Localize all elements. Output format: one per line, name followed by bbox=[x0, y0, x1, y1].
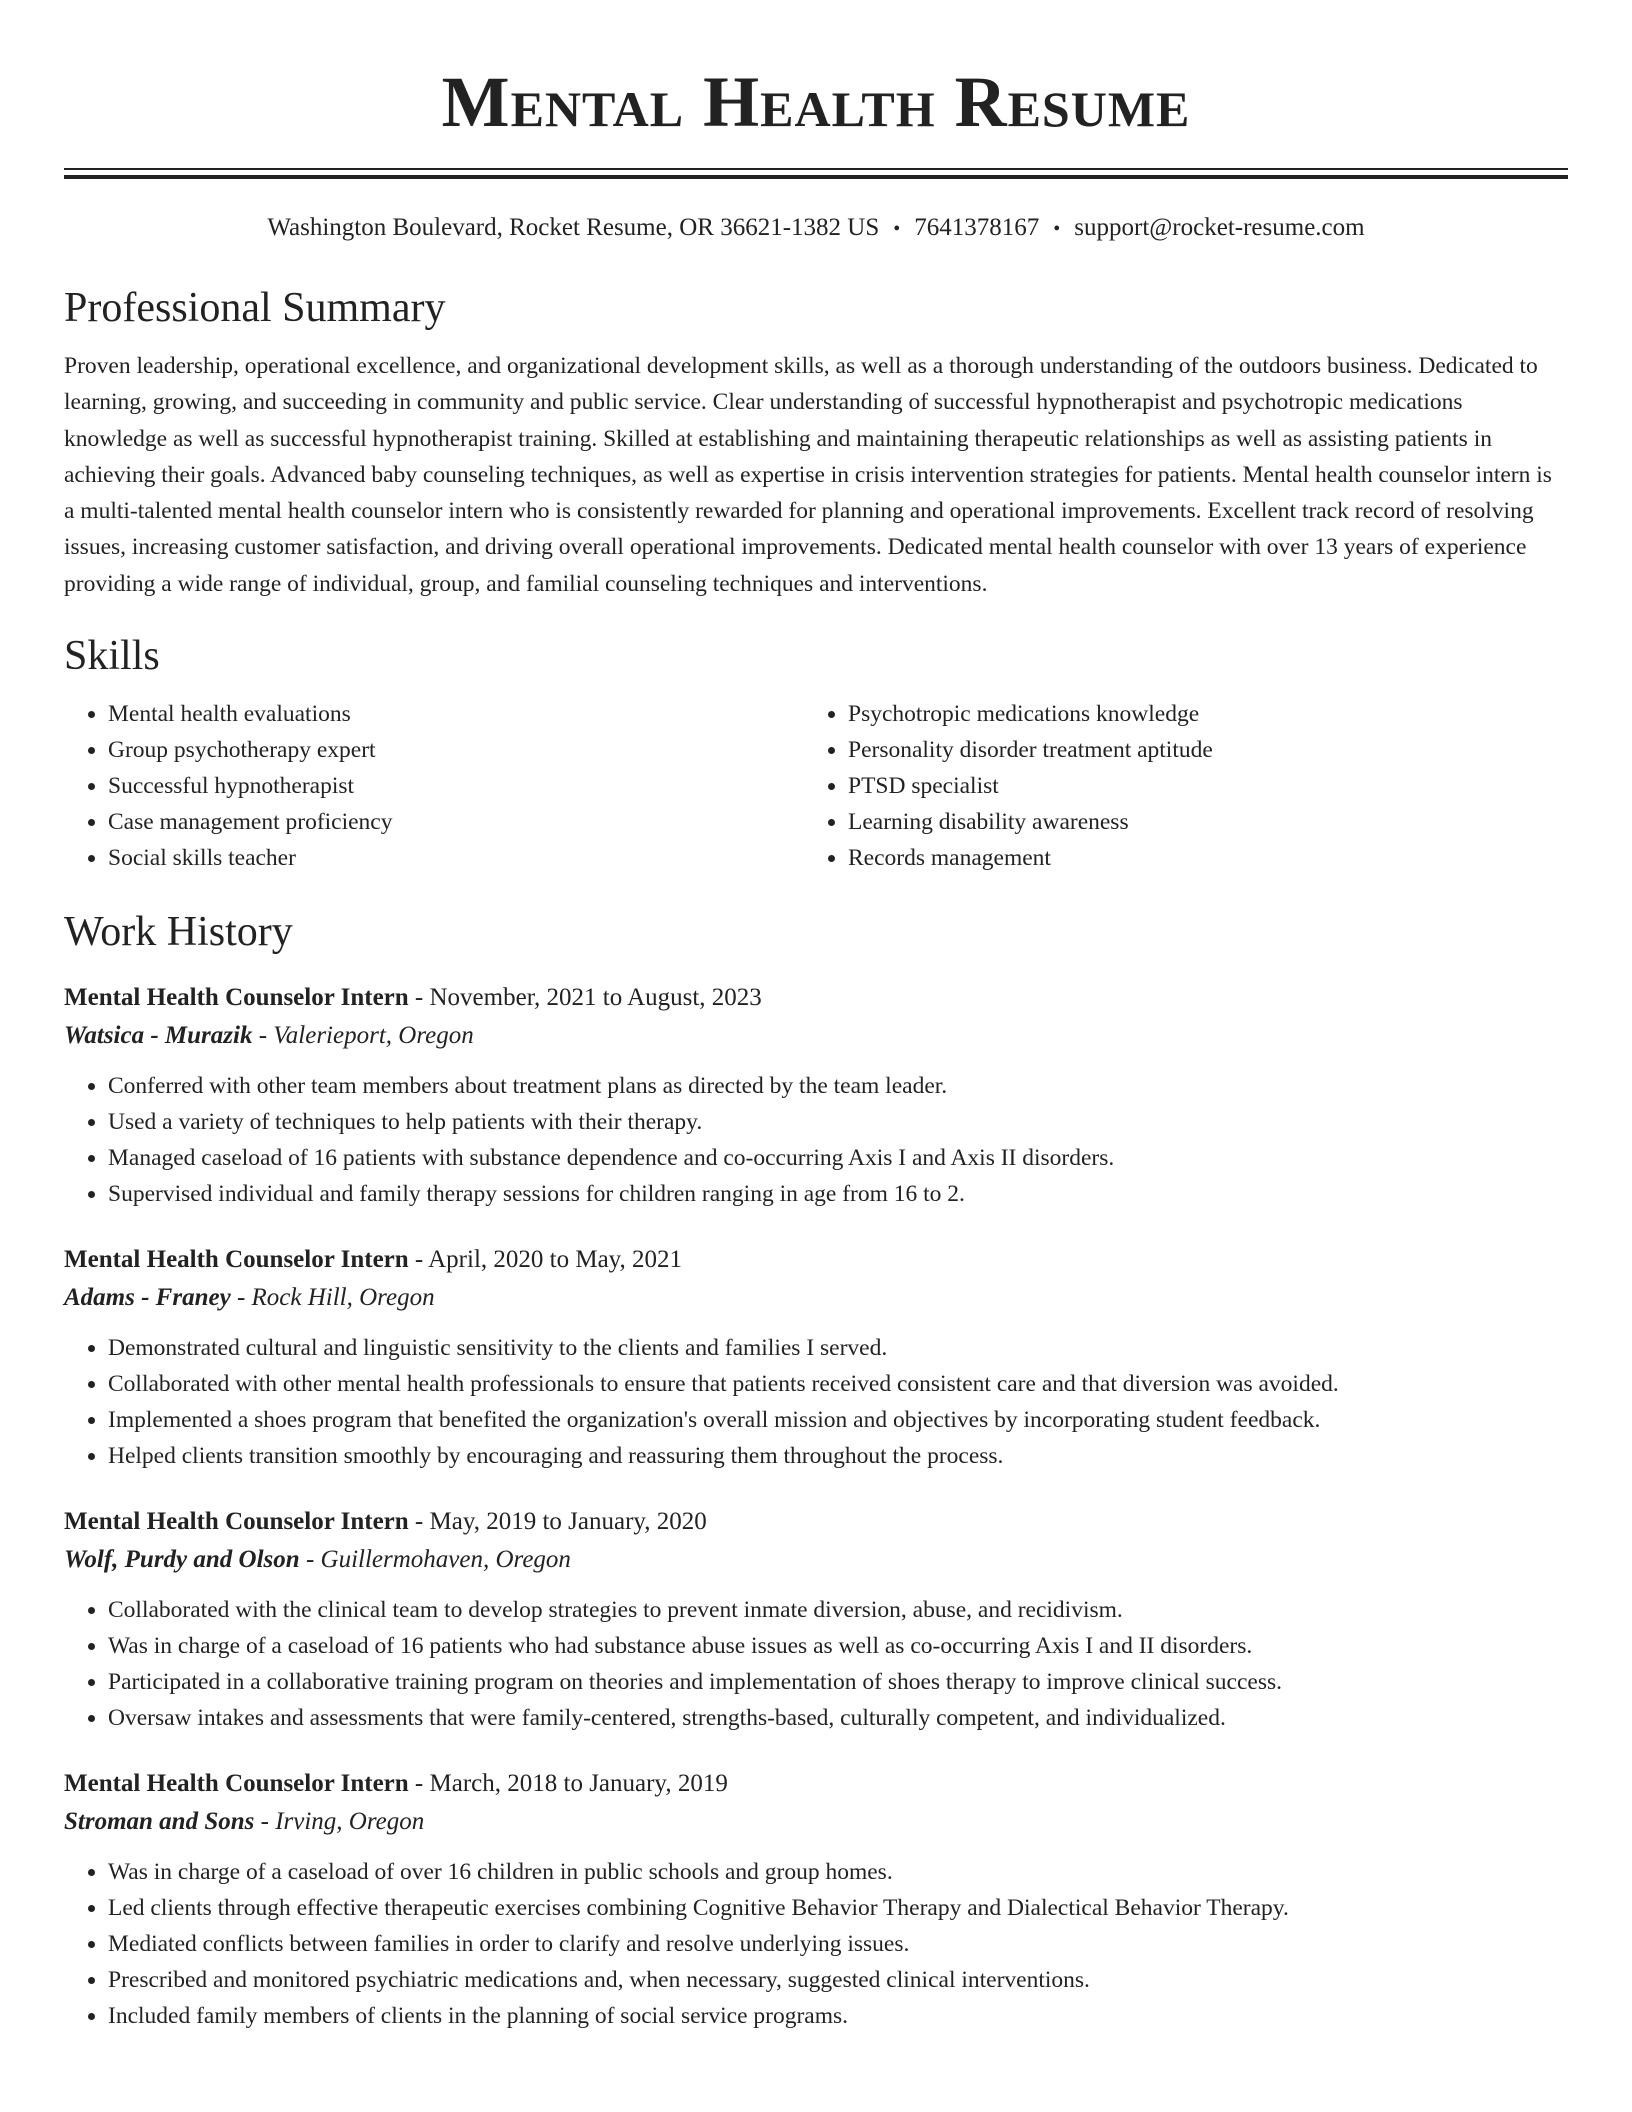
job-role: Mental Health Counselor Intern bbox=[64, 1508, 409, 1536]
job-company: Stroman and Sons bbox=[64, 1808, 255, 1836]
job-bullets bbox=[64, 1330, 1568, 1474]
job-bullet: • Supervised individual and family therapy sessions for children ranging in age from 16 to 2. bbox=[108, 1176, 1568, 1212]
skill-item: • Social skills teacher bbox=[108, 840, 806, 876]
skill-item: • Group psychotherapy expert bbox=[108, 732, 806, 768]
job-location: - Valerieport, Oregon bbox=[252, 1022, 474, 1050]
job-title-line bbox=[64, 1242, 1568, 1278]
summary-text: Proven leadership, operational excellence, and organizational development skills, as well as a thorough understanding of the outdoors business. Dedicated to learning, growing, and succeeding in community and public service. Clear understanding of successful hypnotherapist and psychotropic medications knowledge as well as successful hypnotherapist training. Skilled at establishing and maintaining therapeutic relationships as well as assisting patients in achieving their goals. Advanced baby counseling techniques, as well as expertise in crisis intervention strategies for patients. Mental health counselor intern is a multi-talented mental health counselor intern who is consistently rewarded for planning and operational improvements. Excellent track record of resolving issues, increasing customer satisfaction, and driving overall operational improvements. Dedicated mental health counselor with over 13 years of experience providing a wide range of individual, group, and familial counseling techniques and interventions. bbox=[64, 353, 1552, 597]
job-location: - Irving, Oregon bbox=[254, 1808, 425, 1836]
skills-columns bbox=[64, 696, 1568, 876]
job-title-line bbox=[64, 980, 1568, 1016]
job-bullet: • Collaborated with other mental health professionals to ensure that patients received consistent care and that diversion was avoided. bbox=[108, 1366, 1568, 1402]
job-bullet: • Mediated conflicts between families in order to clarify and resolve underlying issues. bbox=[108, 1926, 1568, 1962]
job-employer-line bbox=[64, 1016, 1568, 1056]
job-bullet: • Included family members of clients in the planning of social service programs. bbox=[108, 1998, 1568, 2034]
skill-item: • Personality disorder treatment aptitude bbox=[848, 732, 1548, 768]
job-dates: - November, 2021 to August, 2023 bbox=[408, 984, 762, 1012]
resume-name: Mental Health Resume bbox=[441, 62, 1191, 142]
skill-item: • Case management proficiency bbox=[108, 804, 806, 840]
job-bullet: • Participated in a collaborative training program on theories and implementation of shoes therapy to improve clinical success. bbox=[108, 1664, 1568, 1700]
job-bullet: • Used a variety of techniques to help patients with their therapy. bbox=[108, 1104, 1568, 1140]
skill-item: • PTSD specialist bbox=[848, 768, 1548, 804]
job-bullet: • Collaborated with the clinical team to develop strategies to prevent inmate diversion, abuse, and recidivism. bbox=[108, 1592, 1568, 1628]
skill-item: • Records management bbox=[848, 840, 1548, 876]
job-bullet: • Led clients through effective therapeutic exercises combining Cognitive Behavior Therapy and Dialectical Behavior Therapy. bbox=[108, 1890, 1568, 1926]
contact-address: Washington Boulevard, Rocket Resume, OR 36621-1382 US bbox=[267, 214, 880, 241]
job-location: - Rock Hill, Oregon bbox=[230, 1284, 435, 1312]
job-entry bbox=[64, 1766, 1568, 2034]
job-bullet: • Helped clients transition smoothly by encouraging and reassuring them throughout the process. bbox=[108, 1438, 1568, 1474]
job-employer-line bbox=[64, 1540, 1568, 1580]
job-bullet: • Was in charge of a caseload of 16 patients who had substance abuse issues as well as co-occurring Axis I and II disorders. bbox=[108, 1628, 1568, 1664]
skills-list-right bbox=[806, 696, 1548, 876]
job-bullet: • Was in charge of a caseload of over 16 children in public schools and group homes. bbox=[108, 1854, 1568, 1890]
skill-item: • Successful hypnotherapist bbox=[108, 768, 806, 804]
summary-heading: Professional Summary bbox=[64, 285, 446, 331]
skill-item: • Learning disability awareness bbox=[848, 804, 1548, 840]
job-bullet: • Demonstrated cultural and linguistic sensitivity to the clients and families I served. bbox=[108, 1330, 1568, 1366]
job-company: Wolf, Purdy and Olson bbox=[64, 1546, 300, 1574]
resume-page bbox=[64, 0, 1568, 2034]
job-entry bbox=[64, 1242, 1568, 1474]
job-bullet: • Conferred with other team members about treatment plans as directed by the team leader. bbox=[108, 1068, 1568, 1104]
work-history-heading: Work History bbox=[64, 909, 293, 956]
job-bullets bbox=[64, 1068, 1568, 1212]
job-title-line bbox=[64, 1504, 1568, 1540]
job-employer-line bbox=[64, 1802, 1568, 1842]
contact-email: support@rocket-resume.com bbox=[1074, 214, 1365, 241]
job-dates: - March, 2018 to January, 2019 bbox=[408, 1770, 728, 1798]
job-bullet: • Implemented a shoes program that benefited the organization's overall mission and objectives by incorporating student feedback. bbox=[108, 1402, 1568, 1438]
job-bullet: • Prescribed and monitored psychiatric medications and, when necessary, suggested clinical interventions. bbox=[108, 1962, 1568, 1998]
contact-phone: 7641378167 bbox=[914, 214, 1040, 241]
job-location: - Guillermohaven, Oregon bbox=[299, 1546, 571, 1574]
contact-separator: • bbox=[893, 218, 901, 240]
job-bullets bbox=[64, 1854, 1568, 2034]
job-company: Adams - Franey bbox=[64, 1284, 231, 1312]
job-employer-line bbox=[64, 1278, 1568, 1318]
job-role: Mental Health Counselor Intern bbox=[64, 984, 409, 1012]
job-bullet: • Oversaw intakes and assessments that were family-centered, strengths-based, culturally competent, and individualized. bbox=[108, 1700, 1568, 1736]
skills-heading: Skills bbox=[64, 633, 160, 680]
skill-item: • Mental health evaluations bbox=[108, 696, 806, 732]
job-role: Mental Health Counselor Intern bbox=[64, 1770, 409, 1798]
job-entry bbox=[64, 1504, 1568, 1736]
job-title-line bbox=[64, 1766, 1568, 1802]
skills-list-left bbox=[64, 696, 806, 876]
skill-item: • Psychotropic medications knowledge bbox=[848, 696, 1548, 732]
job-entry bbox=[64, 980, 1568, 1212]
job-dates: - May, 2019 to January, 2020 bbox=[408, 1508, 707, 1536]
job-dates: - April, 2020 to May, 2021 bbox=[408, 1246, 683, 1274]
job-role: Mental Health Counselor Intern bbox=[64, 1246, 409, 1274]
job-bullet: • Managed caseload of 16 patients with substance dependence and co-occurring Axis I and Axis II disorders. bbox=[108, 1140, 1568, 1176]
contact-line bbox=[64, 211, 1568, 246]
job-bullets bbox=[64, 1592, 1568, 1736]
contact-separator: • bbox=[1053, 218, 1061, 240]
job-company: Watsica - Murazik bbox=[64, 1022, 253, 1050]
header-double-rule bbox=[64, 168, 1568, 179]
